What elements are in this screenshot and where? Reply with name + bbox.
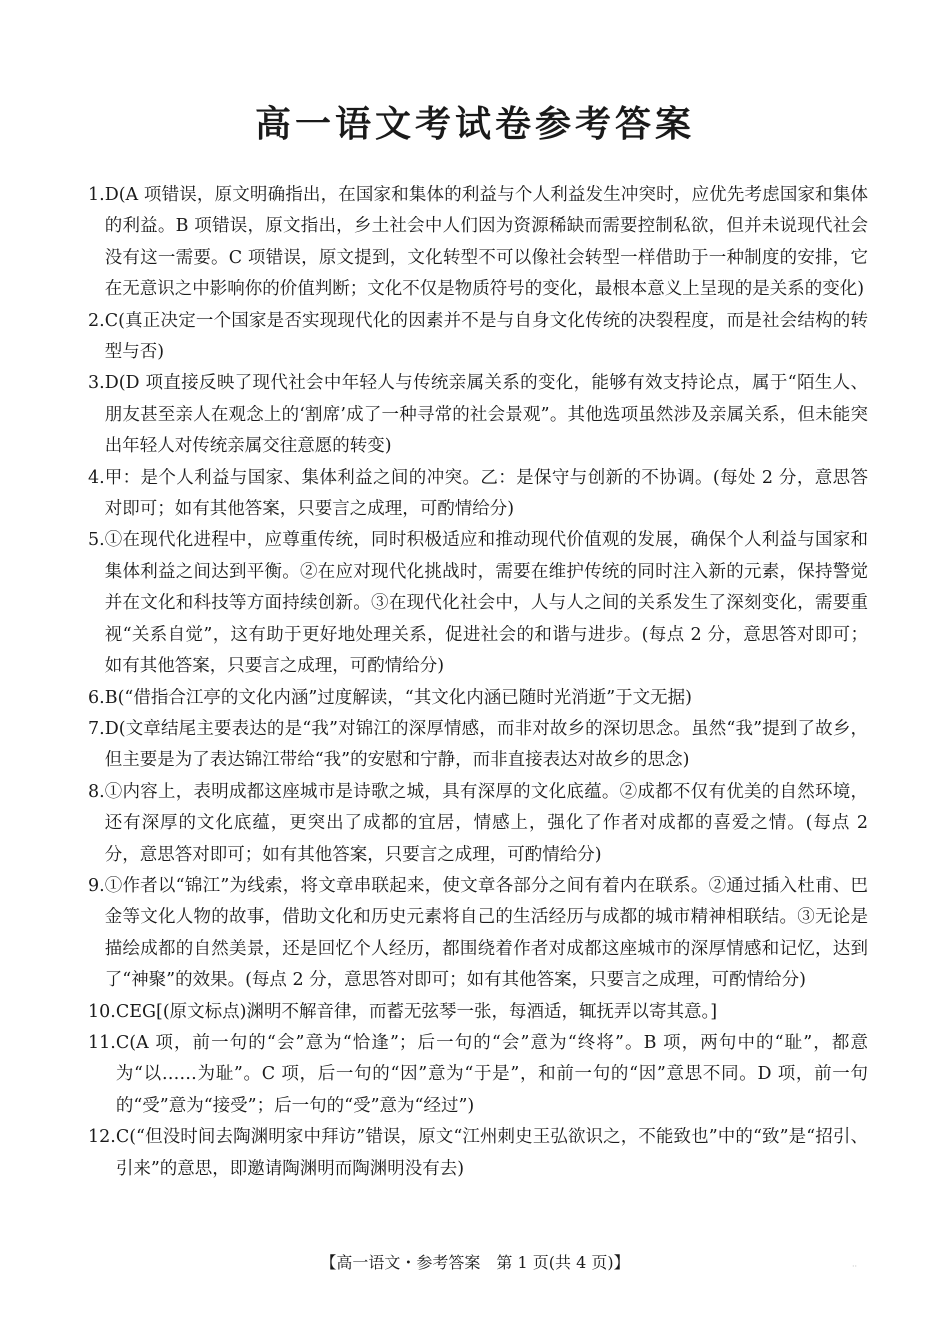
answer-text: ①内容上，表明成都这座城市是诗歌之城，具有深厚的文化底蕴。②成都不仅有优美的自然环境，还有深厚的文化底蕴，更突出了成都的宜居，情感上，强化了作者对成都的喜爱之情。(每点 2 分，意思答对即可；如有其他答案，只要言之成理，可酌情给分) — [104, 781, 868, 865]
answer-item-2 — [88, 306, 868, 369]
answer-item-3 — [88, 368, 868, 462]
answer-number: 3. — [88, 373, 105, 394]
answer-number: 7. — [88, 718, 105, 739]
answer-number: 6. — [88, 687, 105, 708]
answer-item-4 — [88, 463, 868, 526]
answer-number: 8. — [88, 781, 105, 802]
answer-text: C(“但没时间去陶渊明家中拜访”错误，原文“江州刺史王弘欲识之，不能致也”中的“致”是“招引、引来”的意思，即邀请陶渊明而陶渊明没有去) — [115, 1127, 868, 1179]
answer-text: B(“借指合江亭的文化内涵”过度解读，“其文化内涵已随时光消逝”于文无据) — [104, 687, 693, 708]
answer-number: 10. — [88, 1001, 116, 1022]
answer-text: C(A 项，前一句的“会”意为“恰逢”；后一句的“会”意为“终将”。B 项，两句中的“耻”，都意为“以……为耻”。C 项，后一句的“因”意为“于是”，和前一句的“因”意思不同。D 项，前一句的“受”意为“接受”；后一句的“受”意为“经过”) — [115, 1032, 868, 1116]
page-title: 高一语文考试卷参考答案 — [254, 103, 695, 145]
answer-number: 12. — [88, 1127, 116, 1148]
page-footer: 【高一语文・参考答案 第 1 页(共 4 页)】 — [320, 1253, 630, 1272]
answer-text: D(A 项错误，原文明确指出，在国家和集体的利益与个人利益发生冲突时，应优先考虑国家和集体的利益。B 项错误，原文指出，乡土社会中人们因为资源稀缺而需要控制私欲，但并未说现代社会没有这一需要。C 项错误，原文提到，文化转型不可以像社会转型一样借助于一种制度的安排，它在无意识之中影响你的价值判断；文化不仅是物质符号的变化，最根本意义上呈现的是关系的变化) — [104, 185, 868, 300]
answer-item-12 — [88, 1122, 868, 1185]
answer-number: 1. — [88, 185, 105, 205]
answer-item-6 — [88, 683, 868, 714]
answer-text: ①在现代化进程中，应尊重传统，同时积极适应和推动现代价值观的发展，确保个人利益与国家和集体利益之间达到平衡。②在应对现代化挑战时，需要在维护传统的同时注入新的元素，保持警觉并在文化和科技等方面持续创新。③在现代化社会中，人与人之间的关系发生了深刻变化，需要重视“关系自觉”，这有助于更好地处理关系，促进社会的和谐与进步。(每点 2 分，意思答对即可；如有其他答案，只要言之成理，可酌情给分) — [104, 530, 868, 677]
answer-text: D(D 项直接反映了现代社会中年轻人与传统亲属关系的变化，能够有效支持论点，属于“陌生人、朋友甚至亲人在观念上的‘割席’成了一种寻常的社会景观”。其他选项虽然涉及亲属关系，但未能突出年轻人对传统亲属交往意愿的转变) — [104, 373, 868, 457]
answer-item-11 — [88, 1028, 868, 1122]
answer-item-1 — [88, 180, 868, 306]
answer-item-5 — [88, 525, 868, 682]
answer-text: D(文章结尾主要表达的是“我”对锦江的深厚情感，而非对故乡的深切思念。虽然“我”提到了故乡，但主要是为了表达锦江带给“我”的安慰和宁静，而非直接表达对故乡的思念) — [104, 718, 868, 771]
answer-text: ①作者以“锦江”为线索，将文章串联起来，使文章各部分之间有着内在联系。②通过插入杜甫、巴金等文化人物的故事，借助文化和历史元素将自己的生活经历与成都的城市精神相联结。③无论是描绘成都的自然美景，还是回忆个人经历，都围绕着作者对成都这座城市的深厚情感和记忆，达到了“神聚”的效果。(每点 2 分，意思答对即可；如有其他答案，只要言之成理，可酌情给分) — [104, 875, 868, 991]
answer-number: 2. — [88, 310, 105, 331]
answer-number: 4. — [88, 467, 105, 488]
answer-item-9 — [88, 871, 868, 997]
answer-number: 5. — [88, 530, 105, 551]
answer-item-10 — [88, 997, 868, 1028]
answer-number: 9. — [88, 875, 105, 896]
answer-item-8 — [88, 777, 868, 871]
answer-item-7 — [88, 714, 868, 777]
answer-text: CEG[(原文标点)渊明不解音律，而蓄无弦琴一张，每酒适，辄抚弄以寄其意。] — [115, 1001, 718, 1022]
answer-text: C(真正决定一个国家是否实现现代化的因素并不是与自身文化传统的决裂程度，而是社会结构的转型与否) — [104, 310, 868, 363]
answer-number: 11. — [88, 1032, 116, 1053]
footer-mark: ·· — [852, 1262, 858, 1271]
answer-text: 甲：是个人利益与国家、集体利益之间的冲突。乙：是保守与创新的不协调。(每处 2 分，意思答对即可；如有其他答案，只要言之成理，可酌情给分) — [104, 467, 868, 520]
answer-list — [88, 180, 868, 1185]
